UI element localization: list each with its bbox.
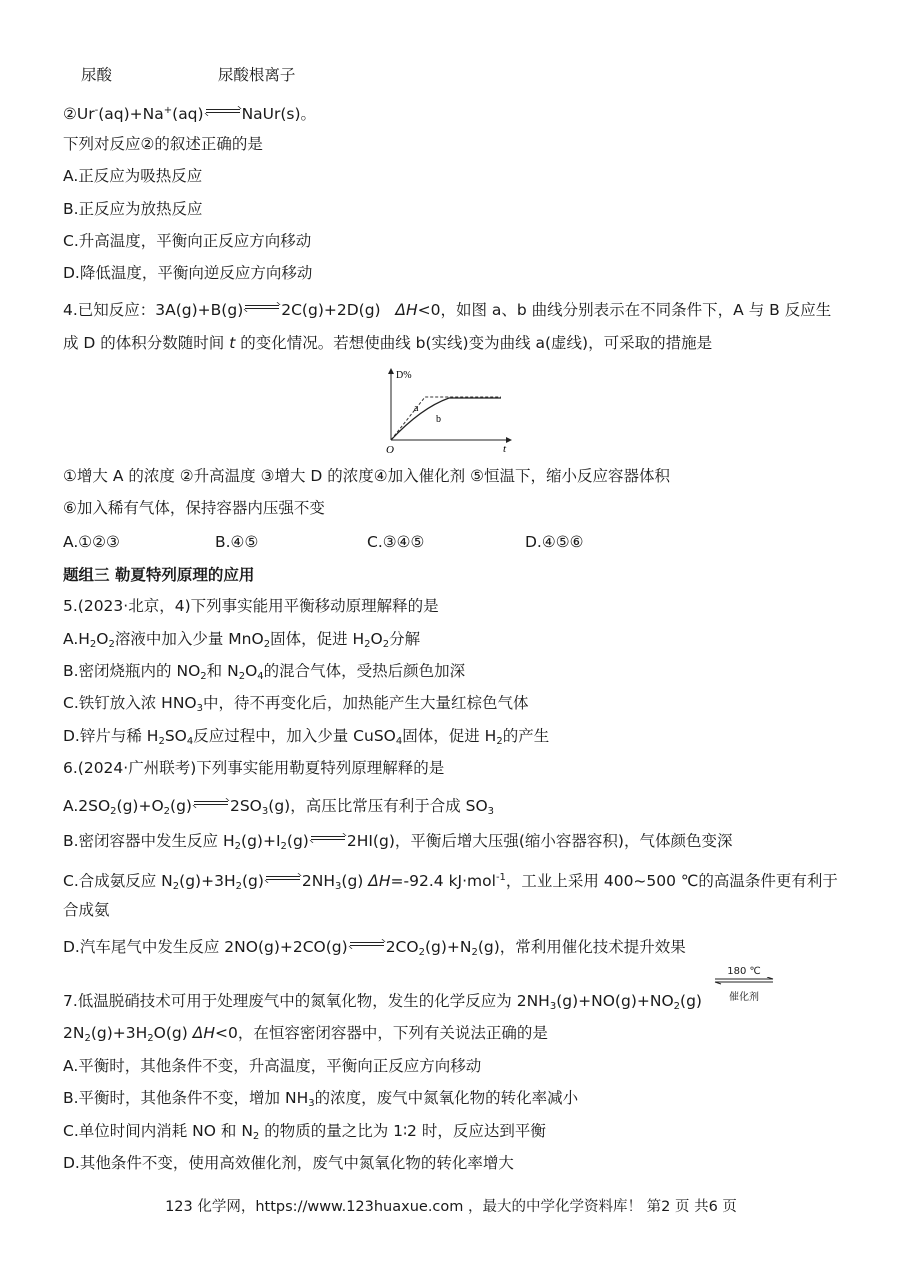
q5-option-c: C.铁钉放入浓 $HNO_3$中，待不再变化后，加热能产生大量红棕色气体 [63,694,529,714]
q6-option-a: $A.2SO_2(g)+O_2(g)$ $2SO_3(g)$，高压比常压有利于合成 $SO_3$ [63,797,495,817]
q6-stem: 6.(2024·广州联考)下列事实能用勒夏特列原理解释的是 [63,759,445,777]
q5-option-b: B.密闭烧瓶内的 $NO_2$和 $N_2O_4$的混合气体，受热后颜色加深 [63,662,466,682]
q6-option-c: C.合成氨反应 $N_2(g)+3H_2(g)$ $2NH_3(g)$ ΔH=-92.4 kJ·mol$^{-1}$，工业上采用 400~500 ℃的高温条件更有利于 [63,872,838,892]
label-uric-acid: 尿酸 [81,66,113,84]
page-footer: 123 化学网，https://www.123huaxue.com ，最大的中学化学资料库！ 第2 页 共6 页 [165,1199,737,1215]
q4-stem-line1: 4.已知反应：3A(g)+B(g) 2C(g)+2D(g) ΔH<0，如图 a、b 曲线分别表示在不同条件下，A 与 B 反应生 [63,301,832,319]
q3-option-d: D.降低温度，平衡向逆反应方向移动 [63,264,313,282]
q6-option-c-cont: 合成氨 [63,901,110,919]
q4-measures-2: ⑥加入稀有气体，保持容器内压强不变 [63,499,325,517]
q7-option-c: C.单位时间内消耗 NO 和 $N_2$ 的物质的量之比为 1∶2 时，反应达到平衡 [63,1122,546,1142]
q5-option-d: D.锌片与稀 $H_2SO_4$反应过程中，加入少量 CuSO$_4$固体，促进 $H_2$的产生 [63,727,550,747]
q3-option-c: C.升高温度，平衡向正反应方向移动 [63,232,312,250]
section-heading: 题组三 勒夏特列原理的应用 [63,566,255,584]
header-labels [81,64,842,86]
q5-stem: 5.(2023·北京，4)下列事实能用平衡移动原理解释的是 [63,597,439,615]
q3-option-b: B.正反应为放热反应 [63,200,203,218]
q7-option-d: D.其他条件不变，使用高效催化剂，废气中氮氧化物的转化率增大 [63,1154,514,1172]
condition-catalyst: 催化剂 [729,992,759,1003]
q6-option-d: D.汽车尾气中发生反应 2NO(g)+2CO(g) $2CO_2(g)+N_2(g)$，常利用催化技术提升效果 [63,938,686,958]
condition-temperature: 180 ℃ [727,966,761,977]
equilibrium-arrow-icon [266,874,300,884]
curve-a-label: a [414,403,419,414]
equilibrium-arrow-icon [245,303,279,313]
q4-option-d: D.④⑤⑥ [525,533,584,551]
origin-label: O [386,444,394,456]
q4-option-a: A.①②③ [63,533,120,551]
q4-option-b: B.④⑤ [215,533,259,551]
q7-option-b: B.平衡时，其他条件不变，增加 $NH_3$的浓度，废气中氮氧化物的转化率减小 [63,1089,579,1109]
label-urate-ion: 尿酸根离子 [217,66,296,84]
equilibrium-arrow-icon [194,799,228,809]
q7-stem-line1: 7.低温脱硝技术可用于处理废气中的氮氧化物，发生的化学反应为 $2NH_3(g)+NO(g)+NO_2(g)$ [63,992,702,1012]
q3-stem: 下列对反应②的叙述正确的是 [63,135,263,153]
q6-option-b: B.密闭容器中发生反应 $H_2(g)+I_2(g)$ 2HI(g)，平衡后增大压强(缩小容器容积)，气体颜色变深 [63,832,733,852]
q4-option-c: C.③④⑤ [367,533,425,551]
q7-stem-line2: $2N_2(g)+3H_2O(g)$ ΔH<0，在恒容密闭容器中，下列有关说法正确的是 [63,1024,548,1044]
q4-graph [381,366,516,458]
equilibrium-arrow-icon [311,834,345,844]
q3-option-a: A.正反应为吸热反应 [63,167,203,185]
equilibrium-arrow-icon [713,977,775,985]
q7-option-a: A.平衡时，其他条件不变，升高温度，平衡向正反应方向移动 [63,1057,482,1075]
equilibrium-arrow-icon [350,940,384,950]
reaction-condition [713,966,775,1004]
curve-b-label: b [436,414,441,425]
x-axis-label: t [503,443,507,455]
q4-measures-1: ①增大 A 的浓度 ②升高温度 ③增大 D 的浓度④加入催化剂 ⑤恒温下，缩小反应容器体积 [63,467,671,485]
q4-stem-line2: 成 D 的体积分数随时间 t 的变化情况。若想使曲线 b(实线)变为曲线 a(虚线)，可采取的措施是 [63,334,713,352]
q4-options [63,531,842,553]
y-axis-label: D% [396,370,412,381]
q3-equation: ②Ur-(aq)+Na+(aq) NaUr(s)。 [63,105,317,123]
curve-a [391,397,501,440]
equilibrium-arrow-icon [206,107,240,117]
q5-option-a: $A.H_2O_2$溶液中加入少量 MnO$_2$固体，促进 $H_2O_2$分解 [63,630,421,650]
